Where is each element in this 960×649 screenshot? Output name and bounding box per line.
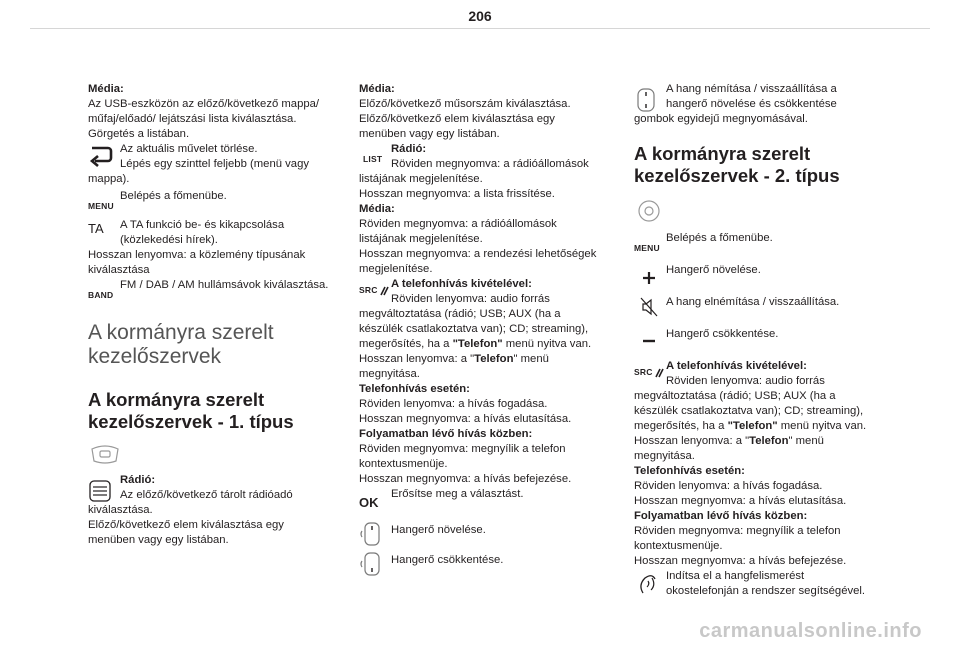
text-line: A hang némítása / visszaállítása a	[666, 83, 837, 95]
plus-icon	[642, 271, 656, 285]
text-line: Az előző/következő tárolt rádióadó	[120, 489, 293, 501]
text-line: FM / DAB / AM hullámsávok kiválasztása.	[120, 279, 329, 291]
dual-wheel-icon	[634, 86, 660, 114]
text-line: Hangerő csökkentése.	[666, 328, 779, 340]
type2-heading: A kormányra szerelt kezelőszervek - 2. típus	[634, 143, 840, 186]
text-line: Görgetés a listában.	[88, 128, 190, 140]
column-1	[88, 82, 343, 548]
section-heading: A kormányra szerelt kezelőszervek	[88, 321, 274, 368]
text-line: műfaj/előadó/ lejátszási lista kiválasztása.	[88, 113, 297, 125]
text-line: Előző/következő műsorszám kiválasztása.	[359, 98, 571, 110]
call-title: Telefonhívás esetén:	[634, 465, 745, 477]
text-line: Belépés a főmenübe.	[120, 190, 227, 202]
ok-item	[359, 487, 609, 513]
text-line: Hosszan megnyomva: a hívás elutasítása.	[634, 495, 847, 507]
text-line: Lépés egy szinttel feljebb (menü vagy	[120, 158, 310, 170]
text-line: Hosszan lenyomva: a "Telefon" menü	[359, 353, 549, 365]
scroll-wheel-icon	[88, 479, 112, 503]
text-line: Röviden megnyomva: megnyílik a telefon	[359, 443, 566, 455]
list-item	[359, 142, 609, 172]
media-title: Média:	[88, 83, 124, 95]
text-line: listájának megjelenítése.	[359, 233, 483, 245]
text-line: megjelenítése.	[359, 263, 433, 275]
mute-toggle-item	[634, 295, 889, 327]
ongoing-call-title: Folyamatban lévő hívás közben:	[634, 510, 808, 522]
text-line: kiválasztása	[88, 264, 150, 276]
text-line: megváltoztatása (rádió; USB; AUX (ha a	[359, 308, 561, 320]
menu-label-icon: MENU	[88, 201, 114, 211]
volume-plus-item	[634, 263, 889, 295]
text-line: megnyitása.	[359, 368, 420, 380]
call-title: Telefonhívás esetén:	[359, 383, 470, 395]
text-line: Hosszan megnyomva: a lista frissítése.	[359, 188, 555, 200]
volume-up-wheel-icon	[359, 521, 385, 547]
ta-item	[88, 218, 343, 248]
mute-item	[634, 82, 889, 112]
band-item	[88, 278, 343, 300]
text-line: Hosszan lenyomva: a "Telefon" menü	[634, 435, 824, 447]
column-2	[359, 82, 609, 577]
text-line: Belépés a főmenübe.	[666, 232, 773, 244]
text-line: kiválasztása.	[88, 504, 153, 516]
text-line: Hosszan lenyomva: a közlemény típusának	[88, 249, 306, 261]
text-line: megerősítés, ha a "Telefon" menü nyitva van.	[359, 338, 592, 350]
column-3	[634, 82, 889, 599]
text-line: készülék csatlakoztatva van); CD; streaming),	[634, 405, 864, 417]
text-line: készülék csatlakoztatva van); CD; streaming),	[359, 323, 589, 335]
text-line: (közlekedési hírek).	[120, 234, 218, 246]
list-label-icon: LIST	[363, 154, 383, 164]
text-line: Az aktuális művelet törlése.	[120, 143, 258, 155]
media-title: Média:	[359, 203, 395, 215]
volume-up-item	[359, 521, 609, 551]
ta-label-icon: TA	[88, 221, 104, 236]
minus-icon	[642, 339, 656, 343]
text-line: Hosszan megnyomva: a hívás elutasítása.	[359, 413, 572, 425]
text-line: mappa).	[88, 173, 130, 185]
text-line: Hangerő növelése.	[391, 524, 486, 536]
back-arrow-icon	[88, 144, 114, 170]
src-phone-icon: SRC	[359, 283, 389, 298]
menu-item	[88, 189, 343, 211]
text-line: megváltoztatása (rádió; USB; AUX (ha a	[634, 390, 836, 402]
text-line: Hangerő csökkentése.	[391, 554, 504, 566]
text-line: menüben vagy egy listában.	[359, 128, 500, 140]
radio-title: Rádió:	[120, 474, 156, 486]
text-line: A TA funkció be- és kikapcsolása	[120, 219, 285, 231]
text-line: Röviden megnyomva: a rádióállomások	[391, 158, 589, 170]
text-line: listájának megjelenítése.	[359, 173, 483, 185]
text-line: kontextusmenüje.	[359, 458, 448, 470]
back-item	[88, 142, 343, 172]
text-line: menüben vagy egy listában.	[88, 534, 229, 546]
text-line: Az USB-eszközön az előző/következő mappa/	[88, 98, 320, 110]
text-line: megnyitása.	[634, 450, 695, 462]
text-line: Röviden lenyomva: audio forrás	[391, 293, 550, 305]
ok-label-icon: OK	[359, 495, 379, 510]
src-phone-icon: SRC	[634, 365, 664, 380]
voice-recognition-icon	[634, 573, 660, 597]
steering-wheel-type1-icon	[88, 443, 343, 469]
text-line: hangerő növelése és csökkentése	[666, 98, 837, 110]
type1-heading: A kormányra szerelt kezelőszervek - 1. típus	[88, 389, 294, 432]
voice-item	[634, 569, 889, 599]
text-line: Röviden megnyomva: a rádióállomások	[359, 218, 557, 230]
page-number: 206	[468, 8, 492, 24]
text-line: Röviden lenyomva: a hívás fogadása.	[359, 398, 548, 410]
radio-item	[88, 473, 343, 503]
text-line: Indítsa el a hangfelismerést	[666, 570, 805, 582]
volume-minus-item	[634, 327, 889, 357]
text-line: Röviden megnyomva: megnyílik a telefon	[634, 525, 841, 537]
src-item	[359, 277, 609, 307]
watermark: carmanualsonline.info	[699, 620, 922, 642]
volume-down-wheel-icon	[359, 551, 385, 577]
volume-down-item	[359, 551, 609, 577]
text-line: Röviden lenyomva: audio forrás	[666, 375, 825, 387]
src-item	[634, 359, 889, 389]
text-line: Előző/következő elem kiválasztása egy	[359, 113, 555, 125]
text-line: Hosszan megnyomva: a rendezési lehetőségek	[359, 248, 597, 260]
text-line: megerősítés, ha a "Telefon" menü nyitva van.	[634, 420, 867, 432]
text-line: Hosszan megnyomva: a hívás befejezése.	[359, 473, 572, 485]
text-line: Hangerő növelése.	[666, 264, 761, 276]
text-line: gombok egyidejű megnyomásával.	[634, 113, 808, 125]
text-line: kontextusmenüje.	[634, 540, 723, 552]
header-divider	[30, 28, 930, 29]
media-title: Média:	[359, 83, 395, 95]
text-line: Erősítse meg a választást.	[391, 488, 524, 500]
text-line: Előző/következő elem kiválasztása egy	[88, 519, 284, 531]
steering-wheel-type2-icon	[634, 199, 889, 225]
phone-title: A telefonhívás kivételével:	[391, 278, 532, 290]
text-line: Hosszan megnyomva: a hívás befejezése.	[634, 555, 847, 567]
text-line: Röviden lenyomva: a hívás fogadása.	[634, 480, 823, 492]
band-label-icon: BAND	[88, 290, 114, 300]
radio-title: Rádió:	[391, 143, 427, 155]
text-line: okostelefonján a rendszer segítségével.	[666, 585, 866, 597]
text-line: A hang elnémítása / visszaállítása.	[666, 296, 840, 308]
menu-item	[634, 231, 889, 261]
speaker-mute-icon	[640, 297, 658, 317]
ongoing-call-title: Folyamatban lévő hívás közben:	[359, 428, 533, 440]
menu-label-icon: MENU	[634, 243, 660, 253]
phone-title: A telefonhívás kivételével:	[666, 360, 807, 372]
